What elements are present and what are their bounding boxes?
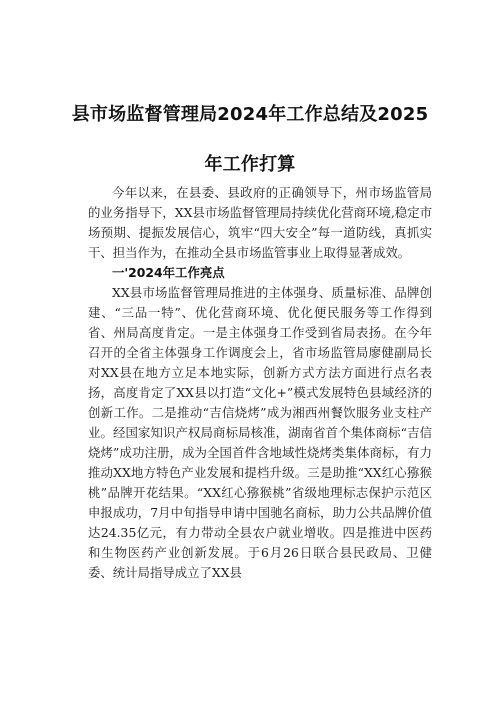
intro-paragraph: 今年以来，在县委、县政府的正确领导下，州市场监管局的业务指导下，XX县市场监督管理局持续优化营商环境,稳定市场预期、提振发展信心，筑牢“四大安全”每一道防线，真抓实干、担当作为，在推动全县市场监管事业上取得显著成效。	[88, 185, 432, 260]
highlights-paragraph: XX县市场监督管理局推进的主体强身、质量标准、品牌创建、“三品一特”、优化营商环境、优化便民服务等工作得到省、州局高度肯定。一是主体强身工作受到省局表扬。在今年召开的全省主体强身工作调度会上，省市场监管局廖健副局长对XX县在地方立足本地实际，创新方式方法方面进行点名表扬，高度肯定了XX县以打造“文化+”模式发展特色县域经济的创新工作。二是推动“吉信烧烤”成为湘西州餐饮服务业支柱产业。经国家知识产权局商标局核准，湖南省首个集体商标“吉信烧烤”成功注册，成为全国首件含地域性烧烤类集体商标，有力推动XX地方特色产业发展和提档升级。三是助推“XX红心猕猴桃”品牌开花结果。“XX红心猕猴桃”省级地理标志保护示范区申报成功，7月中旬指导申请中国驰名商标，助力公共品牌价值达24.35亿元，有力带动全县农户就业增收。四是推进中医药和生物医药产业创新发展。于6月26日联合县民政局、卫健委、统计局指导成立了XX县	[88, 285, 432, 580]
section-heading-highlights: 一'2024年工作亮点	[112, 265, 225, 280]
document-body	[88, 183, 432, 583]
document-title-line-2: 年工作打算	[204, 154, 296, 175]
document-title-line-1: 县市场监督管理局2024年工作总结及2025	[71, 104, 429, 125]
